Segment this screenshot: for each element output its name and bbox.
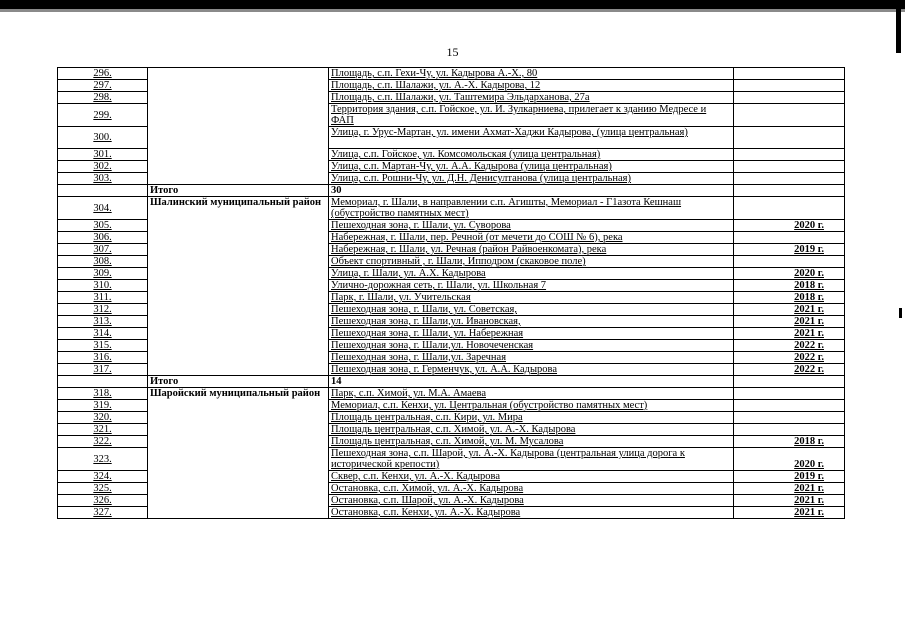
object-description: Площадь центральная, с.п. Химой, ул. М. Мусалова bbox=[329, 436, 734, 448]
completion-year bbox=[734, 232, 845, 244]
completion-year: 2021 г. bbox=[734, 316, 845, 328]
total-empty-cell bbox=[58, 185, 148, 197]
row-number: 317. bbox=[58, 364, 148, 376]
completion-year: 2022 г. bbox=[734, 352, 845, 364]
completion-year bbox=[734, 400, 845, 412]
page-right-scan-mark bbox=[899, 308, 902, 318]
completion-year: 2022 г. bbox=[734, 340, 845, 352]
object-description: Улично-дорожная сеть, г. Шали, ул. Школьная 7 bbox=[329, 280, 734, 292]
object-description: Набережная, г. Шали, пер. Речной (от мечети до СОШ № 6), река bbox=[329, 232, 734, 244]
row-number: 311. bbox=[58, 292, 148, 304]
completion-year bbox=[734, 104, 845, 127]
row-number: 304. bbox=[58, 197, 148, 220]
row-number: 309. bbox=[58, 268, 148, 280]
row-number: 323. bbox=[58, 448, 148, 471]
completion-year: 2018 г. bbox=[734, 280, 845, 292]
district-name bbox=[148, 68, 329, 185]
page-top-shadow bbox=[0, 9, 905, 12]
object-description: Улица, г. Урус-Мартан, ул. имени Ахмат-Хаджи Кадырова, (улица центральная) bbox=[329, 127, 734, 149]
object-description: Пешеходная зона, г. Шали, ул. Советская, bbox=[329, 304, 734, 316]
table-row bbox=[58, 197, 845, 220]
object-description: Территория здания, с.п. Гойское, ул. И. Зулкарниева, прилегает к зданию Медресе и ФАП bbox=[329, 104, 734, 127]
object-description: Улица, с.п. Рошни-Чу, ул. Д.Н. Денисултанова (улица центральная) bbox=[329, 173, 734, 185]
row-number: 324. bbox=[58, 471, 148, 483]
completion-year bbox=[734, 173, 845, 185]
page-number: 15 bbox=[446, 45, 459, 59]
row-number: 313. bbox=[58, 316, 148, 328]
completion-year: 2021 г. bbox=[734, 495, 845, 507]
row-number: 310. bbox=[58, 280, 148, 292]
completion-year bbox=[734, 388, 845, 400]
row-number: 314. bbox=[58, 328, 148, 340]
completion-year: 2018 г. bbox=[734, 436, 845, 448]
object-description: Пешеходная зона, г. Шали, ул. Суворова bbox=[329, 220, 734, 232]
completion-year: 2021 г. bbox=[734, 507, 845, 519]
row-number: 327. bbox=[58, 507, 148, 519]
row-number: 302. bbox=[58, 161, 148, 173]
completion-year bbox=[734, 149, 845, 161]
object-description: Площадь, с.п. Гехи-Чу, ул. Кадырова А.-Х., 80 bbox=[329, 68, 734, 80]
row-number: 297. bbox=[58, 80, 148, 92]
object-description: Пешеходная зона, г. Шали,ул. Заречная bbox=[329, 352, 734, 364]
row-number: 300. bbox=[58, 127, 148, 149]
row-number: 326. bbox=[58, 495, 148, 507]
completion-year bbox=[734, 424, 845, 436]
object-description: Остановка, с.п. Кенхи, ул. А.-Х. Кадырова bbox=[329, 507, 734, 519]
completion-year bbox=[734, 68, 845, 80]
object-description: Площадь, с.п. Шалажи, ул. Таштемира Эльдарханова, 27а bbox=[329, 92, 734, 104]
row-number: 315. bbox=[58, 340, 148, 352]
completion-year: 2018 г. bbox=[734, 292, 845, 304]
object-description: Пешеходная зона, г. Шали,ул. Ивановская, bbox=[329, 316, 734, 328]
row-number: 316. bbox=[58, 352, 148, 364]
object-description: Улица, г. Шали, ул. А.Х. Кадырова bbox=[329, 268, 734, 280]
object-description: Парк, с.п. Химой, ул. М.А. Амаева bbox=[329, 388, 734, 400]
total-row bbox=[58, 376, 845, 388]
total-label: Итого bbox=[148, 185, 329, 197]
page-top-border bbox=[0, 0, 905, 9]
completion-year: 2021 г. bbox=[734, 483, 845, 495]
completion-year: 2020 г. bbox=[734, 220, 845, 232]
row-number: 312. bbox=[58, 304, 148, 316]
completion-year bbox=[734, 127, 845, 149]
completion-year: 2020 г. bbox=[734, 268, 845, 280]
total-label: Итого bbox=[148, 376, 329, 388]
object-description: Площадь, с.п. Шалажи, ул. А.-Х. Кадырова, 12 bbox=[329, 80, 734, 92]
object-description: Пешеходная зона, с.п. Шарой, ул. А.-Х. Кадырова (центральная улица дорога к исторической крепости) bbox=[329, 448, 734, 471]
object-description: Остановка, с.п. Шарой, ул. А.-Х. Кадырова bbox=[329, 495, 734, 507]
completion-year bbox=[734, 92, 845, 104]
completion-year: 2019 г. bbox=[734, 471, 845, 483]
object-description: Объект спортивный , г. Шали, Ипподром (скаковое поле) bbox=[329, 256, 734, 268]
object-description: Пешеходная зона, г. Шали,ул. Новочеченская bbox=[329, 340, 734, 352]
object-description: Улица, с.п. Гойское, ул. Комсомольская (улица центральная) bbox=[329, 149, 734, 161]
completion-year bbox=[734, 412, 845, 424]
object-description: Остановка, с.п. Химой, ул. А.-Х. Кадырова bbox=[329, 483, 734, 495]
object-description: Улица, с.п. Мартан-Чу, ул. А.А. Кадырова (улица центральная) bbox=[329, 161, 734, 173]
completion-year: 2021 г. bbox=[734, 328, 845, 340]
total-empty-cell bbox=[734, 376, 845, 388]
row-number: 303. bbox=[58, 173, 148, 185]
object-description: Пешеходная зона, г. Шали, ул. Набережная bbox=[329, 328, 734, 340]
object-description: Мемориал, г. Шали, в направлении с.п. Агишты, Мемориал - Г1азота Кешнаш (обустройство памятных мест) bbox=[329, 197, 734, 220]
object-description: Мемориал, с.п. Кенхи, ул. Центральная (обустройство памятных мест) bbox=[329, 400, 734, 412]
row-number: 325. bbox=[58, 483, 148, 495]
completion-year bbox=[734, 161, 845, 173]
row-number: 306. bbox=[58, 232, 148, 244]
total-row bbox=[58, 185, 845, 197]
object-description: Сквер, с.п. Кенхи, ул. А.-Х. Кадырова bbox=[329, 471, 734, 483]
total-empty-cell bbox=[58, 376, 148, 388]
objects-table bbox=[57, 67, 845, 519]
row-number: 298. bbox=[58, 92, 148, 104]
objects-table-body bbox=[58, 68, 845, 519]
total-value: 30 bbox=[329, 185, 734, 197]
table-row bbox=[58, 68, 845, 80]
completion-year: 2020 г. bbox=[734, 448, 845, 471]
object-description: Пешеходная зона, г. Герменчук, ул. А.А. Кадырова bbox=[329, 364, 734, 376]
row-number: 320. bbox=[58, 412, 148, 424]
completion-year: 2022 г. bbox=[734, 364, 845, 376]
row-number: 296. bbox=[58, 68, 148, 80]
object-description: Площадь центральная, с.п. Кири, ул. Мира bbox=[329, 412, 734, 424]
district-name: Шалинский муниципальный район bbox=[148, 197, 329, 376]
completion-year: 2021 г. bbox=[734, 304, 845, 316]
total-empty-cell bbox=[734, 185, 845, 197]
row-number: 305. bbox=[58, 220, 148, 232]
object-description: Набережная, г. Шали, ул. Речная (район Райвоенкомата), река bbox=[329, 244, 734, 256]
object-description: Площадь центральная, с.п. Химой, ул. А.-Х. Кадырова bbox=[329, 424, 734, 436]
row-number: 318. bbox=[58, 388, 148, 400]
row-number: 299. bbox=[58, 104, 148, 127]
row-number: 322. bbox=[58, 436, 148, 448]
row-number: 307. bbox=[58, 244, 148, 256]
completion-year bbox=[734, 256, 845, 268]
total-value: 14 bbox=[329, 376, 734, 388]
row-number: 319. bbox=[58, 400, 148, 412]
district-name: Шаройский муниципальный район bbox=[148, 388, 329, 519]
table-row bbox=[58, 388, 845, 400]
object-description: Парк, г. Шали, ул. Учительская bbox=[329, 292, 734, 304]
row-number: 321. bbox=[58, 424, 148, 436]
completion-year bbox=[734, 197, 845, 220]
completion-year bbox=[734, 80, 845, 92]
row-number: 301. bbox=[58, 149, 148, 161]
row-number: 308. bbox=[58, 256, 148, 268]
completion-year: 2019 г. bbox=[734, 244, 845, 256]
